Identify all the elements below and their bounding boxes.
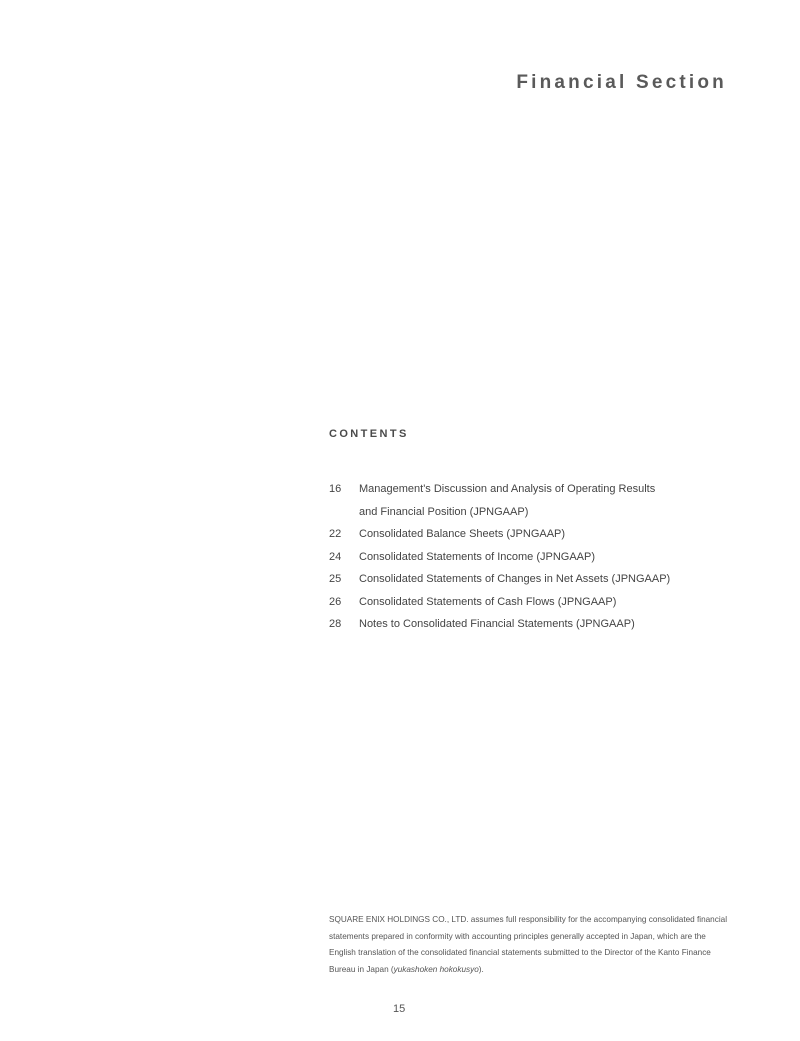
toc-entry[interactable] <box>329 478 749 523</box>
toc-entry-title-line: and Financial Position (JPNGAAP) <box>359 505 529 518</box>
toc-entry-title <box>359 478 749 523</box>
toc-entry-title: Consolidated Statements of Changes in Net Assets (JPNGAAP) <box>359 573 671 585</box>
toc-page-number: 16 <box>329 483 342 495</box>
toc-page-number: 22 <box>329 528 342 540</box>
table-of-contents <box>329 478 749 636</box>
disclaimer-text-end: ). <box>478 964 484 974</box>
toc-entry[interactable] <box>329 568 749 591</box>
toc-entry[interactable] <box>329 546 749 569</box>
toc-page-number: 24 <box>329 550 342 563</box>
toc-entry-title: Consolidated Statements of Income (JPNGAAP) <box>359 550 595 563</box>
toc-entry-title: Notes to Consolidated Financial Statements (JPNGAAP) <box>359 618 635 630</box>
toc-entry[interactable] <box>329 613 749 636</box>
toc-entry-title-line: Management's Discussion and Analysis of Operating Results <box>359 483 656 495</box>
contents-heading: CONTENTS <box>329 428 409 440</box>
toc-page-number: 28 <box>329 618 342 630</box>
toc-entry-title: Consolidated Statements of Cash Flows (JPNGAAP) <box>359 595 617 608</box>
toc-page-number: 26 <box>329 595 342 608</box>
responsibility-disclaimer <box>329 912 729 978</box>
page-number: 15 <box>393 1003 406 1015</box>
toc-page-number: 25 <box>329 573 342 585</box>
disclaimer-text: SQUARE ENIX HOLDINGS CO., LTD. assumes full responsibility for the accompanying consolidated financial statements prepared in conformity with accounting principles generally accepted in Japan, which are the English translation of the consolidated financial statements submitted to the Director of the Kanto Finance Bureau in Japan ( <box>329 915 728 974</box>
toc-entry[interactable] <box>329 523 749 546</box>
toc-entry[interactable] <box>329 591 749 614</box>
toc-entry-title: Consolidated Balance Sheets (JPNGAAP) <box>359 528 566 540</box>
disclaimer-italic-term: yukashoken hokokusyo <box>393 964 479 974</box>
section-title: Financial Section <box>516 72 727 93</box>
